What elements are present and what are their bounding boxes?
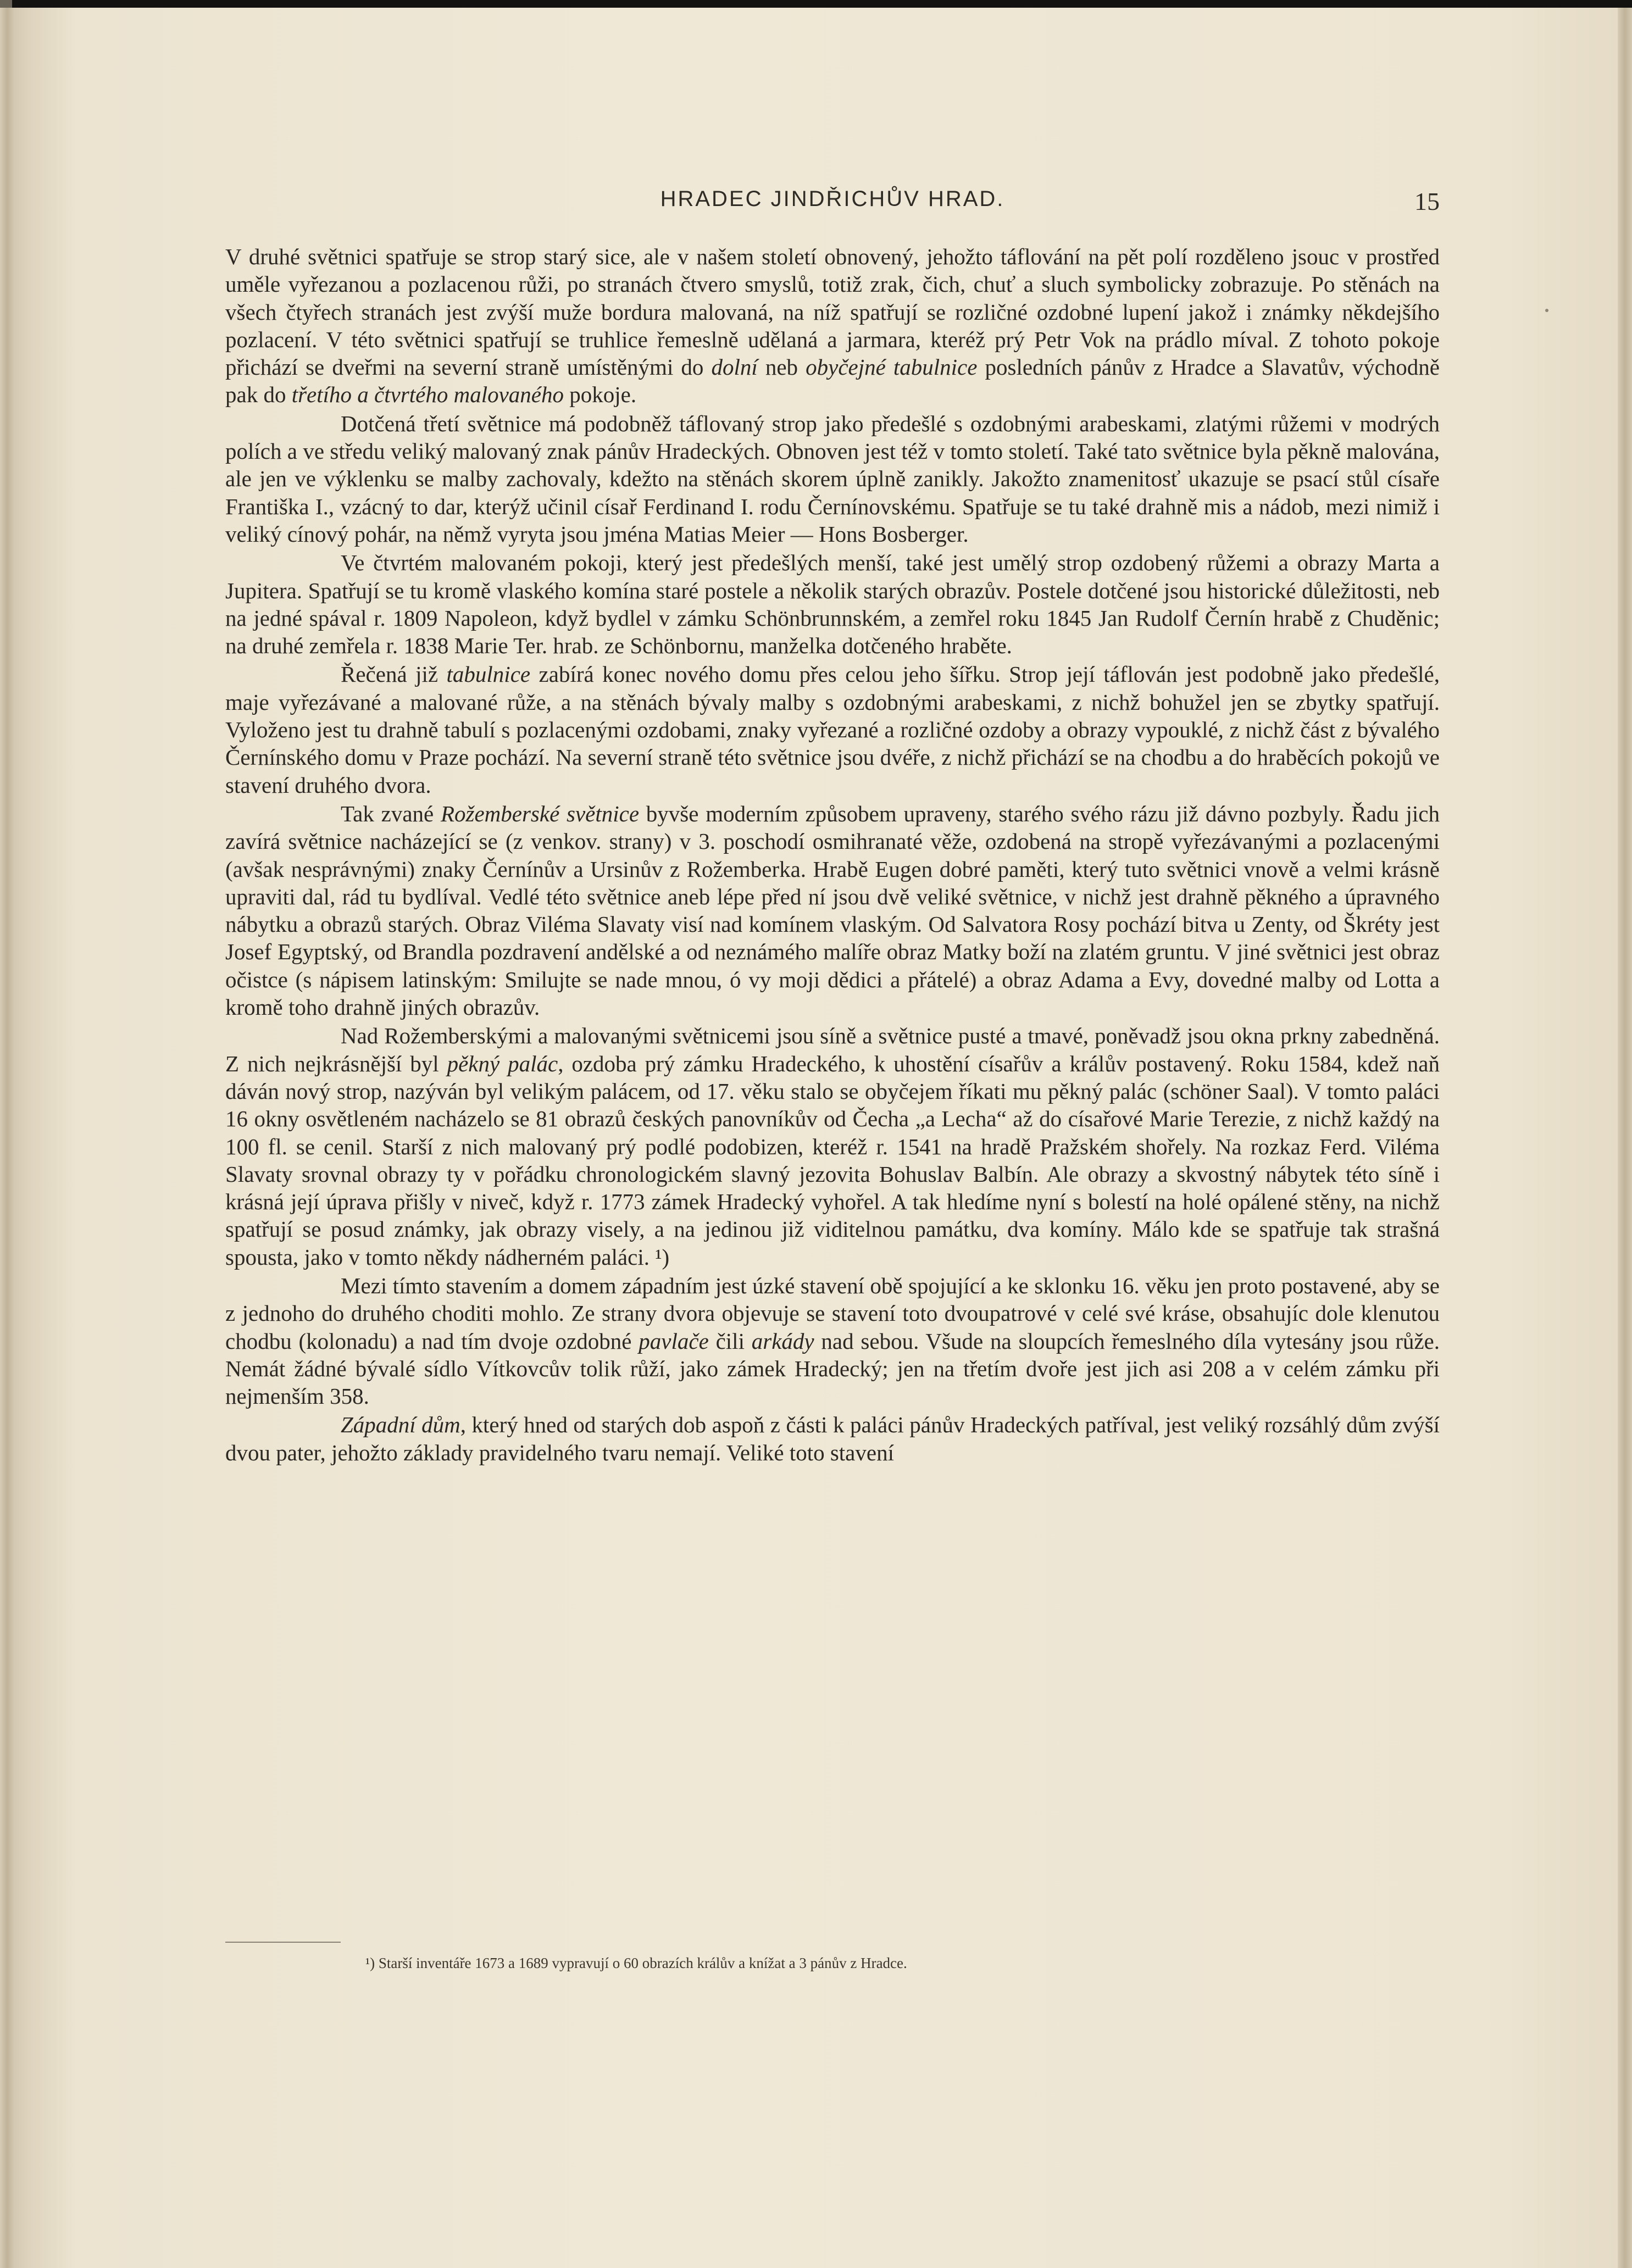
footnote-rule [225,1942,341,1943]
text-run: Ve čtvrtém malovaném pokoji, který jest předešlých menší, také jest umělý strop ozdobený růžemi a obrazy Marta a Jupitera. Spatřují se tu kromě vlaského komína staré postele a několik starých obrazův. Postele dotčené jsou historické důležitosti, neb na jedné spával r. 1809 Napoleon, když bydlel v zámku Schönbrunnském, a zemřel roku 1845 Jan Rudolf Černín hrabě z Chuděnic; na druhé zemřela r. 1838 Marie Ter. hrab. ze Schönbornu, manželka dotčeného hraběte. [225,550,1440,659]
paragraph-druha-svetnice [225,243,1440,409]
scan-top-edge [0,0,1632,8]
paragraph-pavlace [225,1272,1440,1410]
text-run: , který hned od starých dob aspoň z části k paláci pánův Hradeckých patříval, jest veliký rozsáhlý dům zvýší dvou pater, jehožto základy pravidelného tvaru nemají. Veliké toto stavení [225,1412,1440,1465]
italic-term: pěkný palác [447,1050,558,1076]
footnote-marker: ¹) [365,1955,375,1971]
text-run: pokoje. [564,382,637,408]
italic-term: arkády [751,1328,814,1354]
italic-term: obyčejné tabulnice [806,354,978,380]
page-header [225,187,1440,220]
italic-term: pavlače [639,1328,709,1354]
text-run: V druhé světnici spatřuje se strop starý sice, ale v našem století obnovený, jehožto táflování na pět polí rozděleno jsouc v prostřed uměle vyřezanou a pozlacenou růži, po stranách čtvero smyslů, totiž zrak, čich, chuť a sluch symbolicky zobrazuje. Po stěnách na všech čtyřech stranách jest zvýší muže bordura malovaná, na níž spatřují se rozličné ozdobné lupení jakož i známky někdejšího pozlacení. V této světnici spatřují se truhlice řemeslně udělaná a jarmara, kteréž prý Petr Vok na prádlo míval. Z tohoto pokoje přichází se dveřmi na severní straně umístěnými do [225,244,1440,380]
left-gutter [0,8,14,2268]
right-gutter [1618,8,1632,2268]
footnote-text: Starší inventáře 1673 a 1689 vypravují o 60 obrazích králův a knížat a 3 pánův z Hradce. [378,1955,907,1971]
paragraph-treti-svetnice [225,410,1440,548]
italic-term: tabulnice [446,662,531,687]
paragraph-zapadni-dum [225,1411,1440,1466]
text-run: Nad Rožemberskými a malovanými světnicemi jsou síně a světnice pusté a tmavé, poněvadž jsou okna prkny zabedněná. Z nich nejkrásnější byl [225,1023,1440,1076]
text-run: nad sebou. Všude na sloupcích řemeslného díla vytesány jsou růže. Nemát žádné bývalé sídlo Vítkovcův tolik růží, jako zámek Hradecký; jen na třetím dvoře jest jich asi 208 a v celém zámku při nejmenším 358. [225,1328,1440,1409]
text-run: neb [757,354,806,380]
text-run: Řečená již [341,662,447,687]
text-run: zabírá konec nového domu přes celou jeho šířku. Strop její táflován jest podobně jako předešlé, maje vyřezávané a malované růže, a na stěnách bývaly malby s ozdobnými arabeskami, z nichž bohužel jen se zbytky spatřují. Vyloženo jest tu drahně tabulí s pozlacenými ozdobami, znaky vyřezané a rozličné ozdoby a obrazy vypouklé, z nichž část z bývalého Černínského domu v Praze pochází. Na severní straně této světnice jsou dvéře, z nichž přichází se na chodbu a do hraběcích pokojů ve stavení druhého dvora. [225,662,1440,798]
italic-term: Západní dům [341,1412,460,1438]
italic-term: třetího a čtvrtého malovaného [291,382,564,408]
footnote [365,1954,1440,1972]
italic-term: Rožemberské světnice [440,801,640,826]
body-text [225,243,1440,1467]
text-run: Tak zvané [341,801,441,826]
text-run: , ozdoba prý zámku Hradeckého, k uhostění císařův a králův postavený. Roku 1584, kdež naň dáván nový strop, nazýván byl velikým palácem, od 17. věku stalo se obyčejem říkati mu pěkný palác (schöner Saal). V tomto paláci 16 okny osvětleném nacházelo se 81 obrazů českých panovníkův od Čecha „a Lecha“ až do císařové Marie Terezie, z nichž každý na 100 fl. se cenil. Starší z nich malovaný prý podlé podobizen, kteréž r. 1541 na hradě Pražském shořely. Na rozkaz Ferd. Viléma Slavaty srovnal obrazy ty v pořádku chronologickém slavný jezovita Bohuslav Balbín. Ale obrazy a skvostný nábytek této síně i krásná její úprava přišly v niveč, když r. 1773 zámek Hradecký vyhořel. A tak hledíme nyní s bolestí na holé opálené stěny, na nichž spatřují se posud známky, jak obrazy visely, a na jedinou již viditelnou památku, dva komíny. Málo kde se spatřuje tak strašná spousta, jako v tomto někdy nádherném paláci. ¹) [225,1050,1440,1270]
page-number: 15 [1414,187,1440,215]
paragraph-pekny-palac [225,1022,1440,1271]
paragraph-tabulnice [225,660,1440,798]
italic-term: dolní [711,354,758,380]
paragraph-rozemberske-svetnice [225,800,1440,1021]
text-run: Mezi tímto stavením a domem západním jest úzké stavení obě spojující a ke sklonku 16. věku jen proto postavené, aby se z jednoho do druhého choditi mohlo. Ze strany dvora objevuje se stavení toto dvoupatrové v celé své kráse, obsahujíc dole klenutou chodbu (kolonadu) a nad tím dvoje ozdobné [225,1272,1440,1354]
text-run: byvše moderním způsobem upraveny, starého svého rázu již dávno pozbyly. Řadu jich zavírá světnice nacházející se (z venkov. strany) v 3. poschodí osmihranaté věže, ozdobená na stropě vyřezávanými a pozlacenými (avšak nesprávnými) znaky Černínův a Ursinův z Rožemberka. Hrabě Eugen dobré paměti, který tuto světnici vnově a velmi krásně upraviti dal, rád tu bydlíval. Vedlé této světnice aneb lépe před ní jsou dvě veliké světnice, v nichž jest drahně pěkného a úpravného nábytku a obrazů starých. Obraz Viléma Slavaty visí nad komínem vlaským. Od Salvatora Rosy pochází bitva u Zenty, od Škréty jest Josef Egyptský, od Brandla pozdravení andělské a od neznámého malíře obraz Matky boží na zlatém gruntu. V jiné světnici jest obraz očistce (s nápisem latinským: Smilujte se nade mnou, ó vy moji dědici a přátelé) a obraz Adama a Evy, dovedné malby od Lotta a kromě toho drahně jiných obrazův. [225,801,1440,1020]
paragraph-ctvrty-pokoj [225,549,1440,659]
text-run: Dotčená třetí světnice má podobněž táflovaný strop jako předešlé s ozdobnými arabeskami, zlatými růžemi v modrých polích a ve středu veliký malovaný znak pánův Hradeckých. Obnoven jest též v tomto století. Také tato světnice byla pěkně malována, ale jen ve výklenku se malby zachovaly, kdežto na stěnách skorem úplně zanikly. Jakožto znamenitosť ukazuje se psací stůl císaře Františka I., vzácný to dar, kterýž učinil císař Ferdinand I. rodu Černínovskému. Spatřuje se tu také drahně mis a nádob, mezi nimiž i veliký cínový pohár, na němž vyryta jsou jména Matias Meier — Hons Bosberger. [225,410,1440,547]
text-run: čili [708,1328,752,1354]
running-title: HRADEC JINDŘICHŮV HRAD. [660,187,1005,211]
text-run: posledních pánův z Hradce a Slavatův, východně pak do [225,354,1440,408]
paper-spot [1545,309,1548,312]
